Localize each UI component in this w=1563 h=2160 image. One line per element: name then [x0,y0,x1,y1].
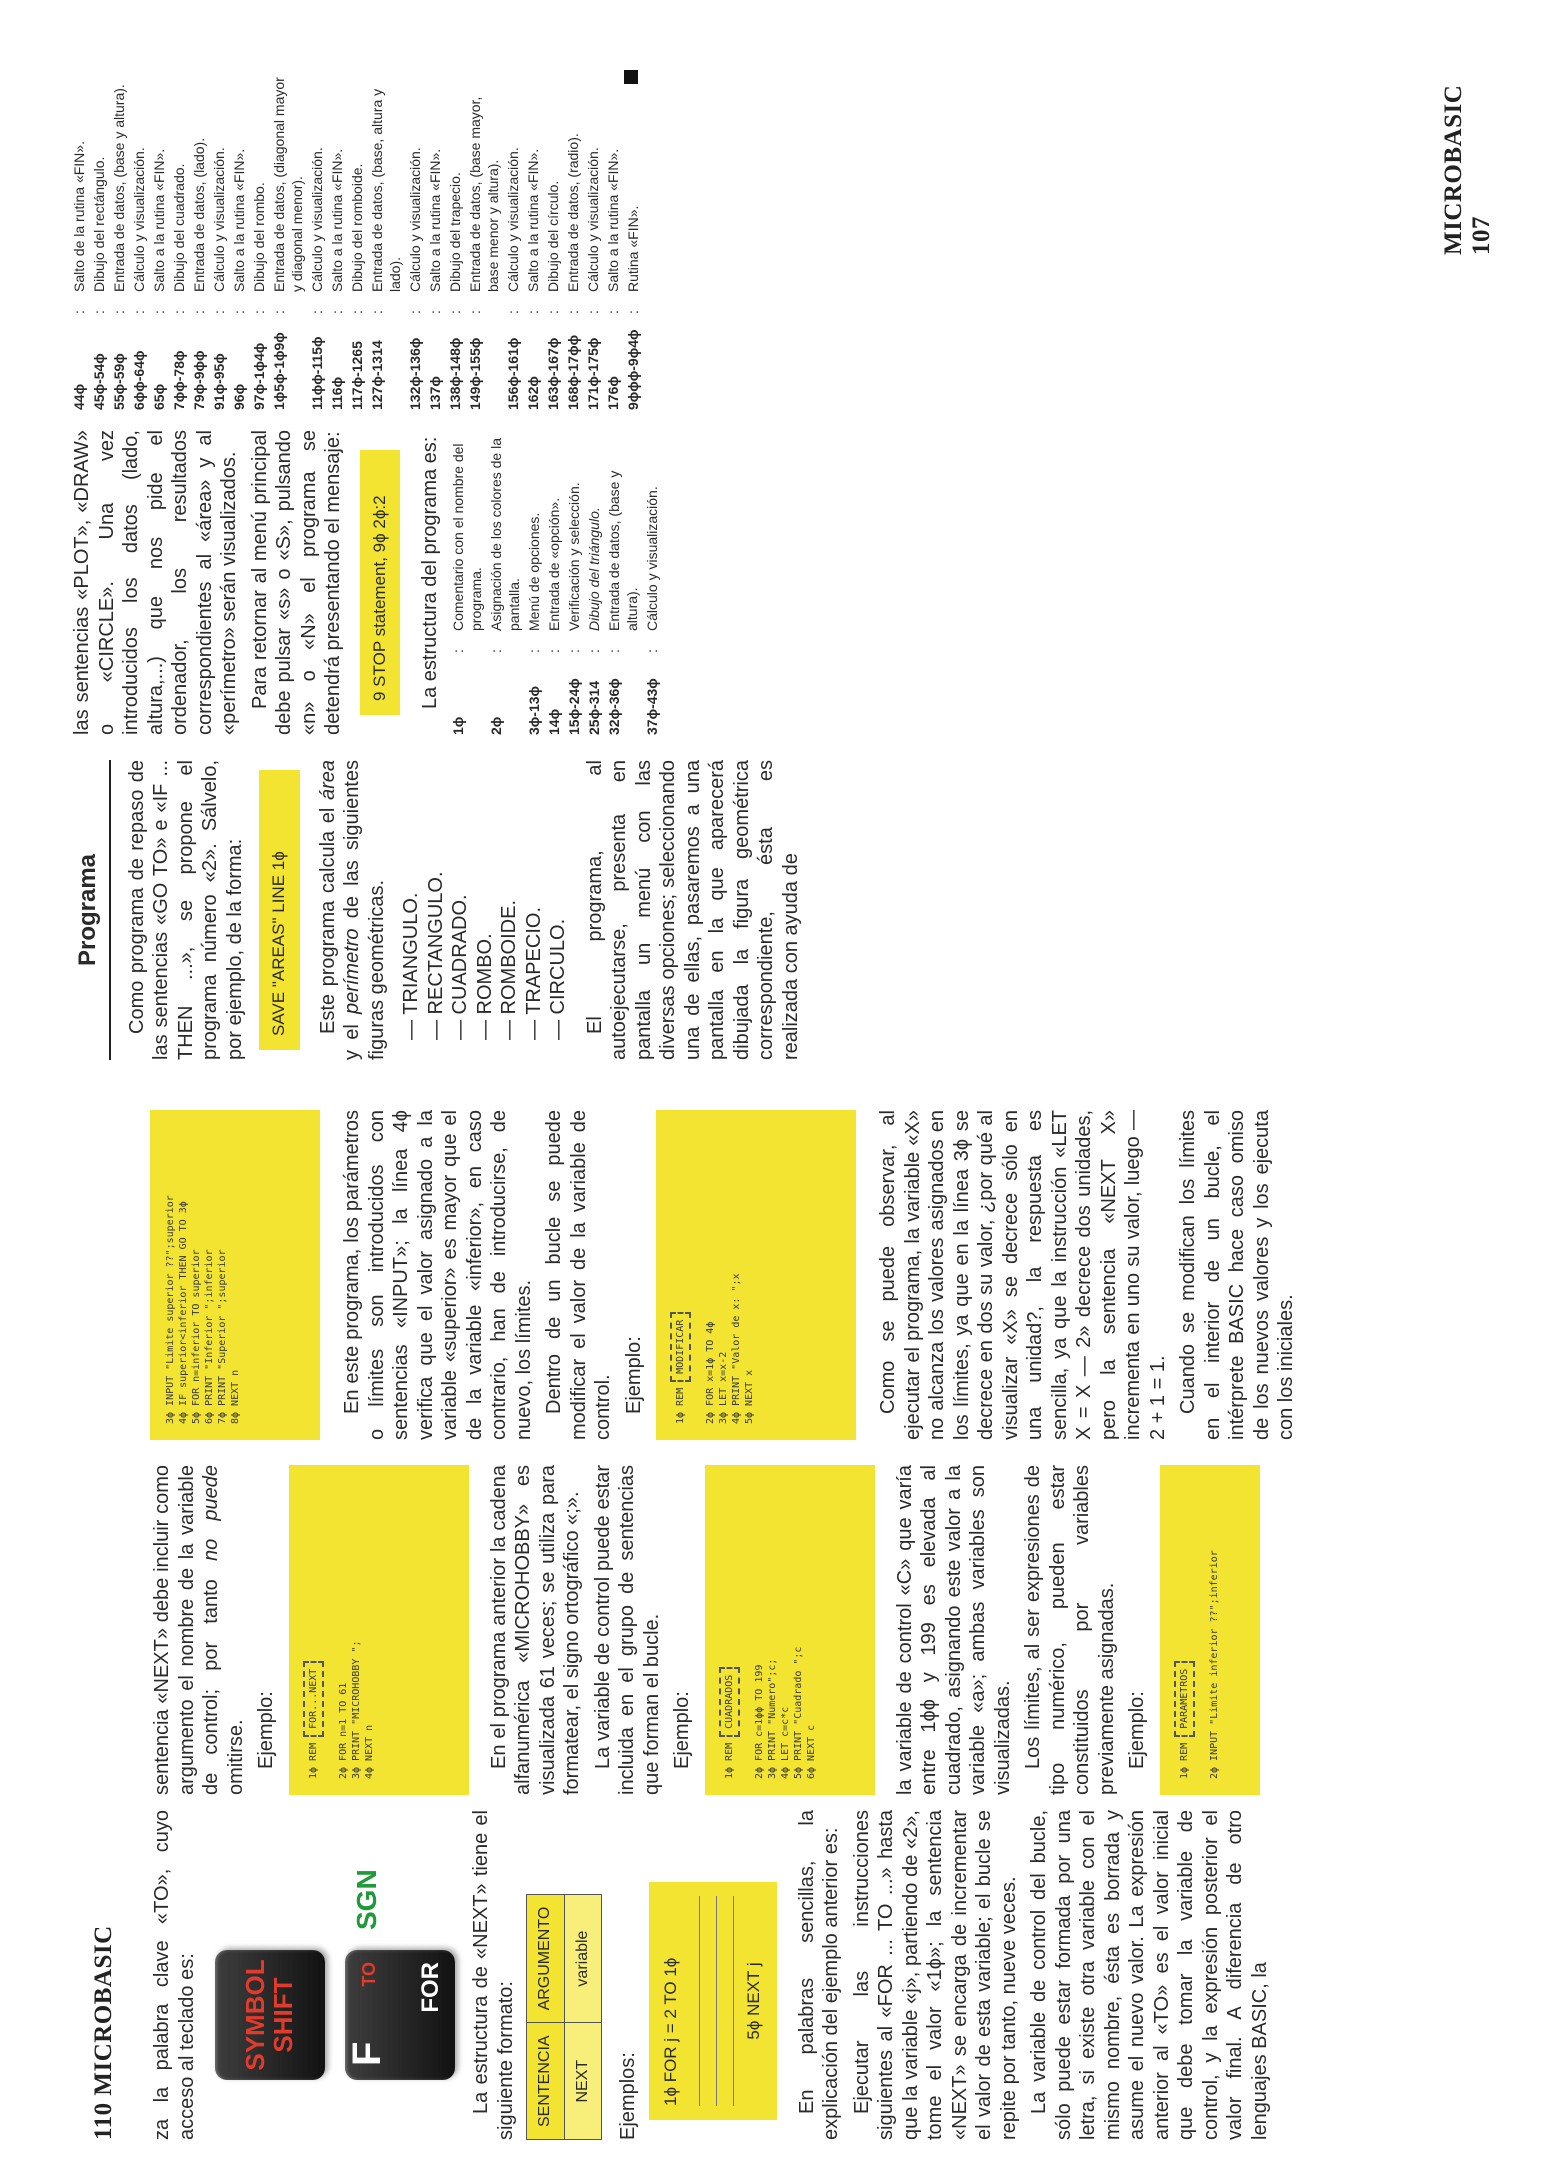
structure-row: 163ϕ-167ϕ : Dibujo del círculo. [545,180,561,410]
f-for-key: F TO FOR [345,1950,455,2080]
paragraph: Cuando se modifican los límites en el interior de un bucle, el intérprete BASIC hace caso omiso de los nuevos valores y los ejecuta con los iniciales. [1177,1110,1297,1440]
paragraph: za la palabra clave «TO», cuyo acceso al teclado es: [151,1810,198,2140]
p110-column-3 [150,1110,1305,1440]
programa-heading: Programa [70,760,111,1060]
structure-row: 37ϕ-43ϕ : Cálculo y visualización. [643,486,660,735]
structure-row: 1ϕ5ϕ-1ϕ9ϕ : Entrada de datos, (diagonal mayor y diagonal menor). [271,77,305,410]
keyboard-keys [205,1810,455,2140]
structure-row: 1ϕ : Comentario con el nombre del programa. [449,443,484,735]
structure-row: 32ϕ-36ϕ : Entrada de datos, (base y altura). [605,470,640,735]
paragraph: Ejecutar las instrucciones siguientes al «FOR ... TO ...» hasta que la variable «j», partiendo de «2», tome el valor «1ϕ»; la sentencia «NEXT» se encarga de incrementar el valor de esta variable; el bucle se repite por tanto, nueve veces. [850,1810,1020,2140]
structure-row: 44ϕ : Salto de la rutina «FIN». [71,141,87,410]
page-folio: MICROBASIC 107 [1440,84,1495,255]
paragraph: la variable de control «C» que varía entre 1ϕϕ y 199 es elevada al cuadrado, asignando este valor a la variable «a»; ambas variables son visualizadas. [893,1465,1014,1795]
structure-row: 11ϕϕ-115ϕ : Cálculo y visualización. [309,147,325,410]
list-item: — RECTANGULO. [424,760,449,1040]
list-item: — TRIANGULO. [399,760,424,1040]
example-line: 1ϕ FOR j = 2 TO 1ϕ [660,1957,680,2106]
examples-label: Ejemplos: [617,2052,639,2140]
paragraph: En el programa anterior la cadena alfanumérica «MICROHOBBY» es visualizada 61 veces; se utiliza para formatear, el signo ortográfico «;». [487,1465,583,1795]
table-cell: NEXT [564,2023,602,2140]
paragraph: Como se puede observar, al ejecutar el programa, la variable «X» no alcanza los valores asignados en los límites, ya que en la línea 3ϕ se decrece en dos su valor, ¿por qué al visualizar «X» se decrece sólo en una unidad?, la respuesta es sencilla, ya que la instrucción «LET X = X — 2» decrece dos unidades, pero la sentencia «NEXT X» incrementa en uno su valor, luego —2 + 1 = 1. [877,1110,1169,1440]
structure-row: 138ϕ-148ϕ : Dibujo del trapecio. [447,172,463,410]
structure-row: 15ϕ-24ϕ : Verificación y selección. [565,482,582,735]
paragraph: las sentencias «PLOT», «DRAW» o «CIRCLE». Una vez introducidos los datos (lado, altura,...) que nos pide el ordenador, los resultados correspondientes al «área» y al «perímetro» serán visualizados. [71,430,240,735]
table-header: SENTENCIA [527,2023,565,2140]
structure-row: 168ϕ-17ϕϕ : Entrada de datos, (radio). [565,133,581,410]
example-line: 5ϕ NEXT j [744,1962,763,2040]
structure-row: 2ϕ : Asignación de los colores de la pantalla. [487,437,522,735]
structure-row: 9ϕϕϕ-9ϕ4ϕ : Rutina «FIN». [624,70,642,410]
page-107 [70,60,1520,1060]
paragraph: La estructura de «NEXT» tiene el siguiente formato: [470,1810,517,2140]
structure-row: 45ϕ-54ϕ : Dibujo del rectángulo. [91,156,107,410]
structure-row: 176ϕ : Salto a la rutina «FIN». [605,148,621,410]
structure-row: 127ϕ-1314 : Entrada de datos, (base, altura y lado). [369,88,403,410]
page-folio: 110 MICROBASIC [90,1925,117,2140]
list-item: — ROMBO. [473,760,498,1040]
list-item: — TRAPECIO. [522,760,547,1040]
structure-row: 117ϕ-1265 : Dibujo del romboide. [349,163,365,410]
p107-column-2 [70,430,663,735]
paragraph: En palabras sencillas, la explicación del ejemplo anterior es: [795,1810,842,2140]
structure-row: 55ϕ-59ϕ : Entrada de datos, (base y altura). [111,84,127,410]
structure-row: 91ϕ-95ϕ : Cálculo y visualización. [211,147,227,410]
ejemplo-label: Ejemplo: [255,1691,277,1769]
page-110 [70,1080,1520,2140]
structure-row: 3ϕ-13ϕ : Menú de opciones. [525,512,542,735]
structure-row: 156ϕ-161ϕ : Cálculo y visualización. [505,147,521,410]
ejemplo-label: Ejemplo: [671,1691,693,1769]
code-listing: 1ϕ REMCUADRADOS 2ϕ FOR c=1ϕϕ TO 199 3ϕ PRINT "Numero";c; 4ϕ LET c=c*c 5ϕ PRINT "Cuadrado ";c 6ϕ NEXT c [705,1465,875,1795]
stop-message-box: 9 STOP statement, 9ϕ 2ϕ:2 [360,450,401,715]
structure-row: 116ϕ : Salto a la rutina «FIN». [329,148,345,410]
paragraph: Dentro de un bucle se puede modificar el valor de la variable de control. [543,1110,614,1440]
paragraph: La estructura del programa es: [419,436,441,709]
structure-row: 7ϕϕ-78ϕ : Dibujo del cuadrado. [171,163,187,410]
structure-row: 132ϕ-136ϕ : Cálculo y visualización. [407,147,423,410]
structure-row: 97ϕ-1ϕ4ϕ : Dibujo del rombo. [251,182,267,410]
paragraph: Los límites, al ser expresiones de tipo numérico, pueden estar constituidos por variables previamente asignadas. [1022,1465,1118,1795]
example-box [649,1882,777,2120]
structure-list [449,430,661,735]
sgn-label: SGN [351,1869,382,1930]
list-item: — ROMBOIDE. [497,760,522,1040]
structure-list [70,70,642,410]
save-command-box: SAVE "AREAS" LINE 1ϕ [259,770,300,1050]
structure-row: 162ϕ : Salto a la rutina «FIN». [525,148,541,410]
table-cell: variable [564,1894,602,2023]
p110-column-2 [150,1465,1260,1795]
p107-column-3 [70,70,644,410]
paragraph: La variable de control del bucle, sólo puede estar formada por una letra, si existe otra variable con el mismo nombre, ésta es borrada y asume el nuevo valor. La expresión anterior al «TO» es el valor inicial que debe tomar la variable de control, y la expresión posterior el valor final. A diferencia de otro lenguajes BASIC, la [1028,1810,1271,2140]
paragraph: En este programa, los parámetros o límites son introducidos con sentencias «INPUT»; la línea 4ϕ verifica que el valor asignado a la variable «superior» es mayor que el de la variable «inferior», en caso contrario, han de introducirse, de nuevo, los límites. [341,1110,535,1440]
shapes-list [399,760,571,1040]
ejemplo-label: Ejemplo: [622,1336,645,1414]
end-square-icon [624,70,638,84]
symbol-shift-key: SYMBOL SHIFT [215,1950,325,2080]
table-header: ARGUMENTO [527,1894,565,2023]
structure-row: 65ϕ : Salto a la rutina «FIN». [151,148,167,410]
paragraph: Este programa calcula el área y el perímetro de las siguientes figuras geométricas. [316,760,388,1060]
structure-row: 79ϕ-9ϕϕ : Entrada de datos, (lado). [191,137,207,410]
structure-row: 137ϕ : Salto a la rutina «FIN». [427,148,443,410]
paragraph: Para retornar al menú principal debe pulsar «s» o «S», pulsando «n» o «N» el programa se detendrá presentando el mensaje: [248,430,344,735]
code-listing: 3ϕ INPUT "Limite superior ??";superior 4ϕ IF superior<inferior THEN GO TO 3ϕ 5ϕ FOR n=inferior TO superior 6ϕ PRINT "Inferior ";inferior 7ϕ PRINT "Superior ";superior 8ϕ NEXT n [150,1110,320,1440]
structure-row: 171ϕ-175ϕ : Cálculo y visualización. [585,147,601,410]
paragraph: La variable de control puede estar incluida en el grupo de sentencias que forman el bucle. [591,1465,663,1795]
code-listing: 1ϕ REMMODIFICAR 2ϕ FOR x=1ϕ TO 4ϕ 3ϕ LET x=x-2 4ϕ PRINT "Valor de x: ";x 5ϕ NEXT x [656,1110,856,1440]
structure-row: 25ϕ-314 : Dibujo del triángulo. [585,507,602,735]
next-format-table [526,1894,602,2140]
ejemplo-label: Ejemplo: [1126,1691,1148,1769]
structure-row: 14ϕ : Entrada de «opción». [545,497,562,735]
paragraph: sentencia «NEXT» debe incluir como argumento el nombre de la variable de control; por tanto no puede omitirse. [151,1465,247,1795]
structure-row: 96ϕ : Salto a la rutina «FIN». [231,148,247,410]
paragraph: Como programa de repaso de las sentencias «GO TO» e «IF ... THEN ...», se propone el programa número «2». Sálvelo, por ejemplo, de la forma: [125,760,246,1060]
list-item: — CIRCULO. [546,760,571,1040]
structure-row: 149ϕ-155ϕ : Entrada de datos, (base mayor, base menor y altura). [467,96,501,410]
code-listing: 1ϕ REMPARAMETROS 2ϕ INPUT "Limite inferior ??";inferior [1160,1465,1260,1795]
list-item: — CUADRADO. [448,760,473,1040]
p110-column-1 [150,1810,1510,2140]
code-listing: 1ϕ REMFOR...NEXT 2ϕ FOR n=1 TO 61 3ϕ PRINT "MICROHOBBY "; 4ϕ NEXT n [289,1465,469,1795]
p107-column-1 [70,760,809,1060]
structure-row: 6ϕϕ-64ϕ : Cálculo y visualización. [131,147,147,410]
paragraph: El programa, al autoejecutarse, presenta en pantalla un menú con las diversas opciones; seleccionando una de ellas, pasaremos a una pantalla en la que aparecerá dibujada la figura geométrica correspondiente, ésta es realizada con ayuda de [583,760,802,1060]
